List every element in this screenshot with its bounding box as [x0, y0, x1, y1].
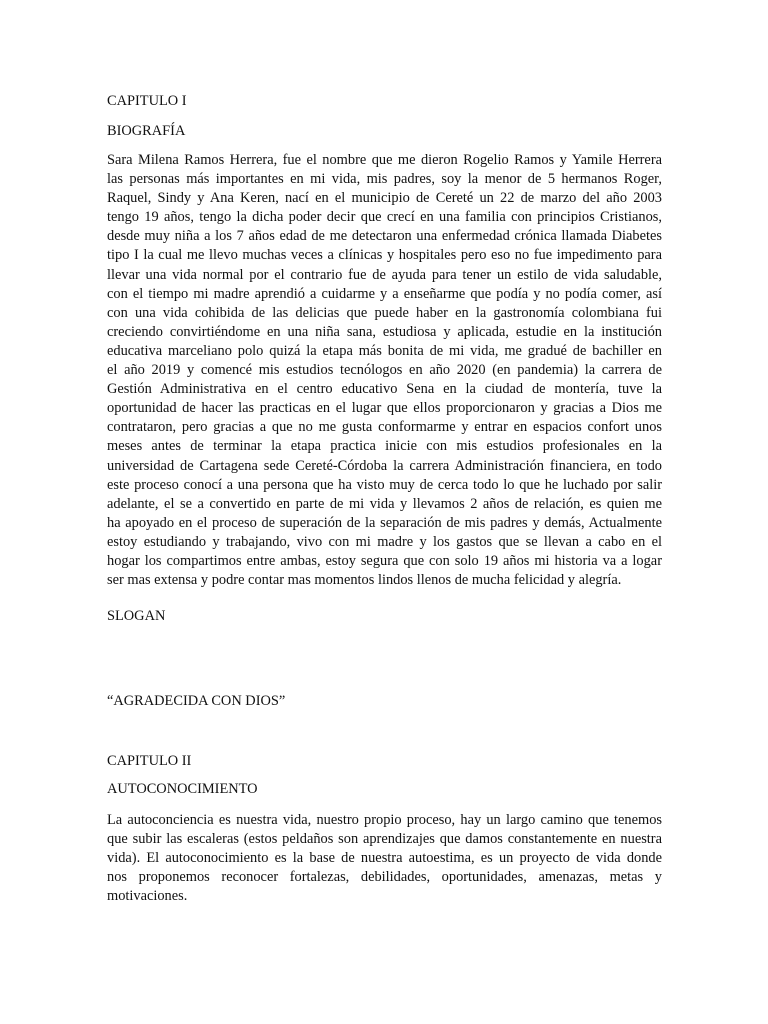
biography-paragraph [107, 151, 662, 590]
paragraph-line: desde muy niña a los 7 años edad de me detectaron una enfermedad crónica llamada Diabetes [107, 228, 662, 245]
paragraph-line: ha apoyado en el proceso de superación de la separación de mis padres y demás, Actualmente [107, 514, 662, 531]
chapter-1-title: CAPITULO I [107, 93, 187, 109]
paragraph-line: con el tiempo mi madre aprendió a cuidarme y a enseñarme que podía y no podía comer, así [107, 285, 662, 302]
paragraph-line: adelante, el se a convertido en parte de mi vida y llevamos 2 años de relación, es quien me [107, 495, 662, 512]
paragraph-line: llevar una vida normal por el contrario fue de ayuda para tener un estilo de vida saludable, [107, 266, 662, 283]
paragraph-line: las personas más importantes en mi vida, mis padres, soy la menor de 5 hermanos Roger, [107, 171, 662, 188]
paragraph-line: ser mas extensa y podre contar mas momentos lindos llenos de mucha felicidad y alegría. [107, 572, 622, 589]
paragraph-line: creciendo convirtiéndome en una niña sana, estudiosa y aplicada, estudie en la institución [107, 323, 662, 340]
paragraph-line: hogar los compartimos entre ambas, estoy segura que con solo 19 años mi historia va a logar [107, 552, 662, 569]
paragraph-line: con una vida cohibida de las delicias que puede haber en la gastronomía colombiana fui [107, 304, 662, 321]
paragraph-line: tipo I la cual me llevo muchas veces a clínicas y hospitales pero eso no fue impedimento para [107, 247, 662, 264]
paragraph-line: el año 2019 y comencé mis estudios tecnólogos en año 2020 (en pandemia) la carrera de [107, 362, 662, 379]
self-knowledge-paragraph [107, 811, 662, 906]
paragraph-line: tengo 19 años, tengo la dicha poder decir que crecí en una familia con principios Cristianos, [107, 209, 662, 226]
paragraph-line: oportunidad de hacer las practicas en el lugar que ellos proporcionaron y gracias a Dios me [107, 400, 662, 417]
paragraph-line: educativa marceliano polo quizá la etapa más bonita de mi vida, me gradué de bachiller en [107, 342, 662, 359]
paragraph-line: vida). El autoconocimiento es la base de nuestra autoestima, es un proyecto de vida donde [107, 850, 662, 867]
paragraph-line: estoy estudiando y trabajando, vivo con mi madre y los gastos que se llevan a cabo en el [107, 533, 662, 550]
paragraph-line: nos proponemos reconocer fortalezas, debilidades, oportunidades, amenazas, metas y [107, 869, 662, 886]
chapter-2-subtitle: AUTOCONOCIMIENTO [107, 781, 258, 797]
slogan-label: SLOGAN [107, 608, 166, 624]
chapter-2-title: CAPITULO II [107, 753, 192, 769]
paragraph-line: Raquel, Sindy y Ana Keren, nací en el municipio de Cereté un 22 de marzo del año 2003 [107, 190, 662, 207]
paragraph-line: que subir las escaleras (estos peldaños son aprendizajes que damos constantemente en nuestra [107, 831, 662, 848]
paragraph-line: contrataron, pero gracias a que no me gusta conformarme y entrar en espacios confort unos [107, 419, 662, 436]
paragraph-line: Sara Milena Ramos Herrera, fue el nombre que me dieron Rogelio Ramos y Yamile Herrera [107, 152, 662, 168]
paragraph-line: meses antes de terminar la etapa practica inicie con mis estudios profesionales en la [107, 438, 662, 455]
paragraph-line: universidad de Cartagena sede Cereté-Córdoba la carrera Administración financiera, en todo [107, 457, 662, 474]
paragraph-line: Gestión Administrativa en el centro educativo Sena en la ciudad de montería, tuve la [107, 381, 662, 398]
paragraph-line: motivaciones. [107, 888, 188, 905]
paragraph-line: La autoconciencia es nuestra vida, nuestro propio proceso, hay un largo camino que tenemos [107, 812, 662, 828]
chapter-1-subtitle: BIOGRAFÍA [107, 123, 186, 139]
slogan-text: “AGRADECIDA CON DIOS” [107, 693, 286, 709]
paragraph-line: este proceso conocí a una persona que ha visto muy de cerca todo lo que he luchado por salir [107, 476, 662, 493]
